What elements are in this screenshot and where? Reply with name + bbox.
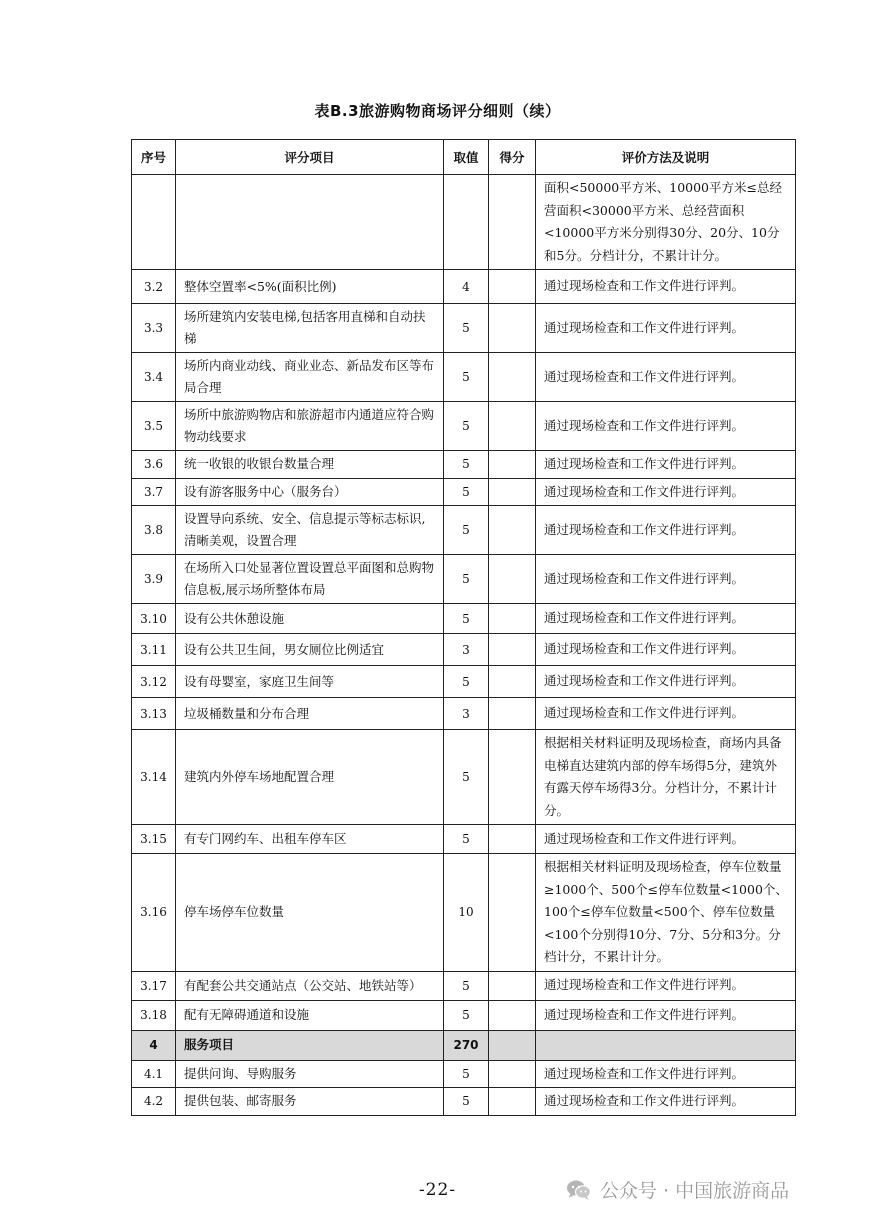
cell-seq: 3.2: [132, 270, 176, 304]
cell-method: 通过现场检查和工作文件进行评判。: [536, 451, 796, 479]
cell-item: 在场所入口处显著位置设置总平面图和总购物信息板,展示场所整体布局: [176, 555, 444, 604]
table-row: [132, 451, 796, 479]
table-row: [132, 1088, 796, 1116]
table-row: [132, 634, 796, 666]
cell-item: 设有公共卫生间，男女厕位比例适宜: [176, 634, 444, 666]
cell-seq: 3.17: [132, 971, 176, 1000]
cell-item: 提供问询、导购服务: [176, 1060, 444, 1088]
scoring-table: [131, 139, 796, 1116]
cell-value: 5: [444, 1088, 489, 1116]
cell-value: 3: [444, 698, 489, 730]
table-row: [132, 175, 796, 270]
cell-score: [489, 353, 536, 402]
cell-item: 设有游客服务中心（服务台）: [176, 478, 444, 506]
cell-item: 统一收银的收银台数量合理: [176, 451, 444, 479]
cell-method: 通过现场检查和工作文件进行评判。: [536, 1000, 796, 1030]
cell-score: [489, 1060, 536, 1088]
cell-seq: 3.16: [132, 854, 176, 972]
cell-method: 通过现场检查和工作文件进行评判。: [536, 666, 796, 698]
cell-seq: 4: [132, 1030, 176, 1060]
cell-score: [489, 175, 536, 270]
cell-method: 通过现场检查和工作文件进行评判。: [536, 825, 796, 854]
cell-item: [176, 175, 444, 270]
cell-seq: 3.5: [132, 402, 176, 451]
cell-value: 5: [444, 666, 489, 698]
cell-method: 通过现场检查和工作文件进行评判。: [536, 304, 796, 353]
cell-score: [489, 451, 536, 479]
table-title: 表B.3旅游购物商场评分细则（续）: [314, 102, 561, 120]
cell-value: 5: [444, 825, 489, 854]
cell-score: [489, 971, 536, 1000]
table-row: [132, 1060, 796, 1088]
table-row: [132, 555, 796, 604]
cell-method: 面积<50000平方米、10000平方米≤总经营面积<30000平方米、总经营面积<10000平方米分别得30分、20分、10分和5分。分档计分，不累计计分。: [536, 175, 796, 270]
table-row: [132, 304, 796, 353]
cell-method: 根据相关材料证明及现场检查，停车位数量≥1000个、500个≤停车位数量<1000个、100个≤停车位数量<500个、停车位数量<100个分别得10分、7分、5分和3分。分档计分，不累计计分。: [536, 854, 796, 972]
cell-seq: 3.7: [132, 478, 176, 506]
cell-score: [489, 634, 536, 666]
cell-value: 5: [444, 555, 489, 604]
table-header-row: [132, 140, 796, 175]
cell-value: 5: [444, 971, 489, 1000]
cell-score: [489, 304, 536, 353]
cell-seq: 3.14: [132, 730, 176, 825]
cell-score: [489, 1088, 536, 1116]
page-number: -22-: [418, 1180, 457, 1200]
cell-value: 5: [444, 506, 489, 555]
cell-score: [489, 555, 536, 604]
table-row: [132, 604, 796, 634]
cell-item: 停车场停车位数量: [176, 854, 444, 972]
table-row: [132, 1000, 796, 1030]
table-row: [132, 971, 796, 1000]
cell-score: [489, 506, 536, 555]
table-row: [132, 353, 796, 402]
cell-method: 通过现场检查和工作文件进行评判。: [536, 1088, 796, 1116]
cell-item: 服务项目: [176, 1030, 444, 1060]
watermark: [566, 1176, 789, 1203]
cell-seq: 3.9: [132, 555, 176, 604]
cell-method: 通过现场检查和工作文件进行评判。: [536, 1060, 796, 1088]
cell-score: [489, 854, 536, 972]
cell-item: 垃圾桶数量和分布合理: [176, 698, 444, 730]
cell-item: 设有公共休憩设施: [176, 604, 444, 634]
cell-method: [536, 1030, 796, 1060]
cell-method: 通过现场检查和工作文件进行评判。: [536, 506, 796, 555]
table-body: [132, 175, 796, 1116]
header-seq: 序号: [132, 140, 176, 175]
cell-score: [489, 698, 536, 730]
cell-method: 通过现场检查和工作文件进行评判。: [536, 698, 796, 730]
cell-seq: 4.1: [132, 1060, 176, 1088]
cell-item: 配有无障碍通道和设施: [176, 1000, 444, 1030]
cell-seq: 3.4: [132, 353, 176, 402]
cell-score: [489, 1000, 536, 1030]
table-row: [132, 506, 796, 555]
cell-seq: 3.6: [132, 451, 176, 479]
cell-seq: [132, 175, 176, 270]
cell-value: 5: [444, 402, 489, 451]
cell-value: 5: [444, 451, 489, 479]
cell-value: 5: [444, 1000, 489, 1030]
table-row: [132, 730, 796, 825]
cell-seq: 3.10: [132, 604, 176, 634]
cell-score: [489, 402, 536, 451]
cell-seq: 3.15: [132, 825, 176, 854]
cell-score: [489, 825, 536, 854]
cell-value: 4: [444, 270, 489, 304]
table-row: [132, 666, 796, 698]
cell-method: 通过现场检查和工作文件进行评判。: [536, 270, 796, 304]
cell-item: 整体空置率<5%(面积比例): [176, 270, 444, 304]
cell-item: 设置导向系统、安全、信息提示等标志标识,清晰美观，设置合理: [176, 506, 444, 555]
table-row: [132, 854, 796, 972]
cell-method: 通过现场检查和工作文件进行评判。: [536, 604, 796, 634]
header-score: 得分: [489, 140, 536, 175]
table-row: [132, 478, 796, 506]
cell-value: 5: [444, 604, 489, 634]
cell-item: 场所中旅游购物店和旅游超市内通道应符合购物动线要求: [176, 402, 444, 451]
cell-value: [444, 175, 489, 270]
cell-item: 有专门网约车、出租车停车区: [176, 825, 444, 854]
cell-value: 5: [444, 353, 489, 402]
cell-method: 通过现场检查和工作文件进行评判。: [536, 402, 796, 451]
cell-item: 场所内商业动线、商业业态、新品发布区等布局合理: [176, 353, 444, 402]
cell-value: 3: [444, 634, 489, 666]
table-row: [132, 825, 796, 854]
cell-score: [489, 478, 536, 506]
header-value: 取值: [444, 140, 489, 175]
cell-method: 根据相关材料证明及现场检查，商场内具备电梯直达建筑内部的停车场得5分，建筑外有露天停车场得3分。分档计分，不累计计分。: [536, 730, 796, 825]
cell-value: 5: [444, 730, 489, 825]
cell-seq: 3.13: [132, 698, 176, 730]
table-row: [132, 698, 796, 730]
cell-method: 通过现场检查和工作文件进行评判。: [536, 478, 796, 506]
cell-seq: 3.18: [132, 1000, 176, 1030]
cell-method: 通过现场检查和工作文件进行评判。: [536, 353, 796, 402]
wechat-icon: [566, 1179, 592, 1201]
cell-score: [489, 666, 536, 698]
cell-item: 设有母婴室，家庭卫生间等: [176, 666, 444, 698]
cell-value: 5: [444, 478, 489, 506]
section-row: [132, 1030, 796, 1060]
cell-method: 通过现场检查和工作文件进行评判。: [536, 634, 796, 666]
cell-score: [489, 270, 536, 304]
header-item: 评分项目: [176, 140, 444, 175]
cell-item: 有配套公共交通站点（公交站、地铁站等）: [176, 971, 444, 1000]
cell-value: 5: [444, 304, 489, 353]
table-row: [132, 270, 796, 304]
cell-method: 通过现场检查和工作文件进行评判。: [536, 555, 796, 604]
cell-seq: 3.3: [132, 304, 176, 353]
cell-item: 建筑内外停车场地配置合理: [176, 730, 444, 825]
cell-value: 270: [444, 1030, 489, 1060]
table-row: [132, 402, 796, 451]
header-method: 评价方法及说明: [536, 140, 796, 175]
cell-score: [489, 604, 536, 634]
cell-seq: 3.11: [132, 634, 176, 666]
cell-value: 5: [444, 1060, 489, 1088]
cell-item: 场所建筑内安装电梯,包括客用直梯和自动扶梯: [176, 304, 444, 353]
watermark-text: 公众号 · 中国旅游商品: [600, 1180, 790, 1202]
cell-item: 提供包装、邮寄服务: [176, 1088, 444, 1116]
cell-value: 10: [444, 854, 489, 972]
cell-seq: 3.12: [132, 666, 176, 698]
cell-score: [489, 1030, 536, 1060]
cell-seq: 3.8: [132, 506, 176, 555]
cell-seq: 4.2: [132, 1088, 176, 1116]
cell-score: [489, 730, 536, 825]
cell-method: 通过现场检查和工作文件进行评判。: [536, 971, 796, 1000]
